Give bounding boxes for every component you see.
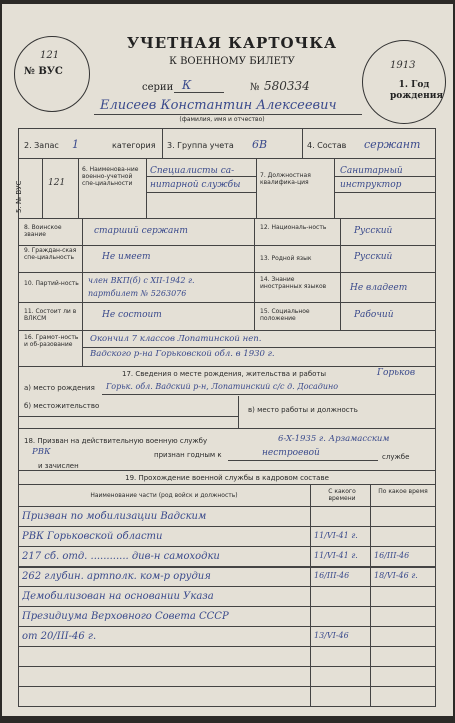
col-to-header: По какое время	[378, 488, 428, 495]
vus-circle-label: № ВУС	[24, 66, 63, 77]
table-cell-unit: Призван по мобилизации Вадским	[22, 511, 207, 522]
rule	[254, 218, 255, 330]
f15-label: 15. Социальное положение	[260, 308, 310, 322]
f14-label: 14. Знание иностранных языков	[260, 276, 327, 290]
table-cell-unit: РВК Горьковской области	[22, 531, 163, 542]
table-cell-to: 18/VI-46 г.	[374, 571, 418, 580]
called-value: 6-X-1935 г. Арзамасским	[278, 434, 390, 444]
rule	[18, 272, 436, 273]
card-subtitle: К ВОЕННОМУ БИЛЕТУ	[169, 56, 295, 67]
dolzh-value-2: инструктор	[340, 180, 402, 190]
year-circle-value: 1913	[390, 60, 416, 71]
number-label: №	[250, 82, 260, 93]
table-row-rule	[18, 586, 436, 587]
year-circle-label: 1. Год рождения	[390, 80, 444, 101]
table-row-rule	[18, 646, 436, 647]
table-row-rule	[18, 566, 436, 567]
f11-label: 11. Состоит ли в ВЛКСМ	[24, 308, 77, 322]
dolzh-label: 7. Должностная квалифика-ция	[260, 172, 311, 186]
rule	[18, 330, 436, 331]
table-row-rule	[18, 606, 436, 607]
f9-value: Не имеет	[102, 252, 151, 262]
number-value: 580334	[264, 79, 310, 93]
f10-value-2: партбилет № 5263076	[88, 289, 187, 298]
rule	[18, 245, 436, 246]
birth-value: Горьк. обл. Вадский р-н, Лопатинский с/с д. Досадино	[106, 382, 339, 391]
rule	[18, 470, 436, 471]
rule	[146, 192, 256, 193]
fio-underline	[94, 114, 362, 115]
series-label: серии	[142, 82, 174, 93]
table-cell-from: 13/VI-46	[314, 631, 349, 640]
f16-value-2: Вадского р-на Горьковской обл. в 1930 г.	[90, 349, 275, 359]
rule	[18, 366, 436, 367]
enlisted-label: и зачислен	[38, 462, 79, 470]
f11-value: Не состоит	[102, 310, 162, 320]
rule	[78, 158, 79, 218]
table-cell-unit: от 20/III-46 г.	[22, 631, 97, 642]
f10-label: 10. Партий-ность	[24, 280, 79, 287]
table-row-rule	[18, 526, 436, 527]
f14-value: Не владеет	[350, 283, 408, 293]
main-frame	[18, 128, 436, 568]
rule	[18, 484, 436, 485]
col-unit-header: Наименование части (род войск и должность)	[90, 492, 238, 499]
f8-label: 8. Воинское звание	[24, 224, 62, 238]
fio-caption: (фамилия, имя и отчество)	[179, 116, 265, 123]
f13-label: 13. Родной язык	[260, 255, 312, 262]
rule	[228, 460, 378, 461]
called-label: 18. Призван на действительную военную службу	[24, 437, 208, 445]
zapas-label: 2. Запас	[24, 141, 59, 150]
rule	[302, 128, 303, 158]
residence-heading: 17. Сведения о месте рождения, жительства и работы	[122, 370, 327, 378]
table-cell-to: 16/III-46	[374, 551, 410, 560]
rule	[256, 158, 257, 218]
series-value: К	[182, 78, 192, 92]
f10-value-1: член ВКП(б) с XII-1942 г.	[88, 276, 195, 285]
rule	[334, 158, 335, 218]
rule	[82, 347, 436, 348]
naim-value-2: нитарной службы	[150, 180, 241, 190]
col-from-header: С какого времени	[328, 488, 356, 502]
card-title: УЧЕТНАЯ КАРТОЧКА	[126, 34, 338, 52]
vus-circle-value: 121	[40, 50, 60, 61]
service-word: службе	[382, 453, 410, 461]
rule	[18, 158, 436, 159]
table-row-rule	[18, 626, 436, 627]
series-underline	[174, 92, 224, 93]
table-heading: 19. Прохождение военной службы в кадровом составе	[125, 474, 329, 482]
f16-label: 16. Грамот-ность и об-разование	[24, 334, 79, 348]
rule	[82, 218, 83, 330]
rule	[370, 484, 371, 706]
table-cell-from: 11/VI-41 г.	[314, 551, 358, 560]
work-label: в) место работы и должность	[248, 406, 358, 414]
rule	[18, 218, 436, 219]
table-row-rule	[18, 546, 436, 547]
rule	[340, 218, 341, 330]
f13-value: Русский	[354, 252, 393, 262]
vus-value: 121	[48, 178, 66, 188]
rule	[18, 302, 436, 303]
rule	[102, 394, 436, 395]
table-cell-unit: Демобилизован на основании Указа	[22, 591, 214, 602]
rule	[82, 330, 83, 366]
rule	[18, 428, 436, 429]
table-cell-from: 16/III-46	[314, 571, 350, 580]
rule	[18, 416, 238, 417]
dolzh-value-1: Санитарный	[340, 166, 403, 176]
table-cell-unit: 217 сб. отд. ............ див-н самоходки	[22, 551, 220, 562]
vus-side-label: 5. № ВУС	[15, 180, 23, 213]
fit-label: признан годным к	[154, 451, 222, 459]
called-value-2: РВК	[32, 447, 51, 457]
f12-value: Русский	[354, 226, 393, 236]
naim-label: 6. Наименова-ние военно-учетной спе-циальности	[82, 166, 139, 187]
table-cell-from: 11/VI-41 г.	[314, 531, 358, 540]
residence-label: б) местожительство	[24, 402, 100, 410]
rule	[146, 158, 147, 218]
zapas-value: 1	[72, 138, 79, 151]
birth-label: а) место рождения	[24, 384, 95, 392]
group-label: 3. Группа учета	[167, 141, 234, 150]
f9-label: 9. Граждан-ская спе-циальность	[24, 247, 77, 261]
table-cell-unit: Президиума Верховного Совета СССР	[22, 611, 229, 622]
rule	[334, 192, 436, 193]
sostav-value: сержант	[364, 138, 421, 151]
category-label: категория	[112, 141, 156, 150]
rule	[18, 506, 436, 507]
record-card	[2, 4, 453, 716]
table-row-rule	[18, 666, 436, 667]
rule	[146, 176, 256, 177]
table-cell-unit: 262 глубин. артполк. ком-р орудия	[22, 571, 211, 582]
f15-value: Рабочий	[354, 310, 394, 320]
fio-value: Елисеев Константин Алексеевич	[100, 98, 337, 113]
sostav-label: 4. Состав	[307, 141, 347, 150]
residence-heading-value: Горьков	[377, 368, 416, 378]
f12-label: 12. Националь-ность	[260, 224, 327, 231]
naim-value-1: Специалисты са-	[150, 166, 235, 176]
fit-value: нестроевой	[262, 448, 320, 458]
f16-value-1: Окончил 7 классов Лопатинской неп.	[90, 334, 262, 344]
table-row-rule	[18, 706, 436, 707]
rule	[238, 396, 239, 428]
table-row-rule	[18, 686, 436, 687]
rule	[42, 158, 43, 218]
f8-value: старший сержант	[94, 226, 188, 236]
rule	[334, 176, 436, 177]
rule	[162, 128, 163, 158]
group-value: 6В	[252, 138, 268, 151]
rule	[310, 484, 311, 706]
